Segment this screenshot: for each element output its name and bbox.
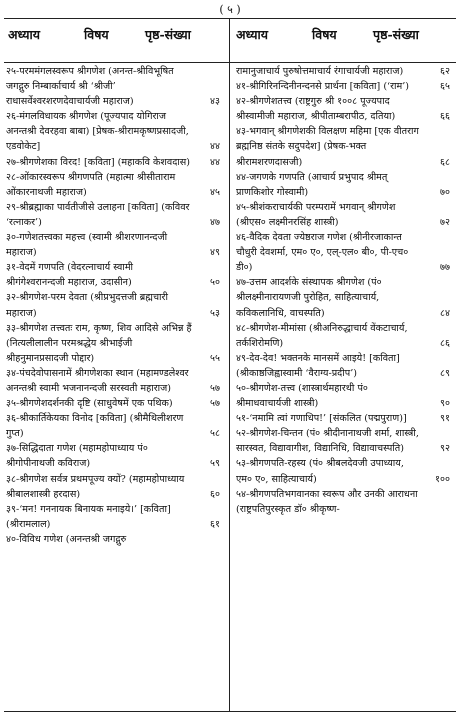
toc-entry (236, 426, 454, 456)
toc-entry (236, 124, 454, 169)
toc-entry (236, 230, 454, 275)
toc-entry-title: ४८-श्रीगणेश-मीमांसा (श्रीअनिरुद्धाचार्य वेंकटाचार्य, तर्कशिरोमणि) (236, 322, 408, 349)
toc-entry (236, 64, 454, 79)
toc-entry-title: ५४-श्रीगणपतिभगवानका स्वरूप और उनकी आराधना (राष्ट्रपतिपुरस्कृत डॉ० श्रीकृष्ण- (236, 488, 418, 515)
toc-entry-page: ५५ (210, 352, 220, 364)
toc-entry-title: २८-ओंकारस्वरूप श्रीगणपति (महात्मा श्रीसीताराम ओंकारनाथजी महाराज) (6, 171, 176, 198)
toc-entry-title: ३७-सिद्धिदाता गणेश (महामहोपाध्याय पं० श्रीगोपीनाथजी कविराज) (6, 443, 148, 470)
toc-entry-page: ९१ (440, 413, 450, 425)
toc-entry-page: ६२ (440, 66, 450, 77)
toc-entry-page: ७७ (440, 262, 450, 274)
left-header (0, 26, 229, 56)
toc-entry (236, 275, 454, 320)
toc-entry-page: ५७ (210, 398, 220, 410)
left-column (6, 64, 224, 547)
toc-entry-title: ३५-श्रीगणेशदर्शनकी दृष्टि (साधुवेषमें एक पथिक) (6, 398, 173, 410)
toc-entry (236, 200, 454, 230)
toc-entry (6, 396, 224, 411)
toc-entry-page: ८६ (440, 337, 450, 349)
toc-entry-title: ५०-श्रीगणेश-तत्त्व (शास्त्रार्थमहारथी पं० श्रीमाधवाचार्यजी शास्त्री) (236, 382, 368, 410)
bottom-rule (4, 711, 456, 712)
toc-entry (236, 381, 454, 411)
right-header-chapter: अध्याय (236, 27, 268, 42)
toc-entry (6, 200, 224, 230)
toc-entry-page: ४४ (210, 141, 220, 153)
toc-entry-page: ६० (210, 488, 220, 500)
toc-entry-title: ३९-‘मन! गननायक बिनायक मनाइये।’ [कविता] (श्रीरामलाल) (6, 503, 171, 530)
toc-entry (6, 366, 224, 396)
toc-entry-title: ३४-पंचदेवोपासनामें श्रीगणेशका स्थान (महामण्डलेश्वर अनन्तश्री स्वामी भजनानन्दजी सरस्वती महाराज) (6, 367, 189, 394)
toc-entry-page: ४७ (210, 216, 220, 228)
toc-entry-title: ४९-देव-देव! भक्तनके मानसमें आइये! [कविता] (श्रीकाष्ठजिह्वास्वामी ‘वैराग्य-प्रदीप’) (236, 352, 400, 379)
toc-entry (6, 321, 224, 366)
header-rule (4, 62, 456, 63)
toc-entry-page: ६५ (440, 81, 450, 93)
right-column (236, 64, 454, 517)
toc-entry (6, 170, 224, 200)
toc-entry (6, 411, 224, 441)
toc-entry-title: ४७-उत्तम आदर्शके संस्थापक श्रीगणेश (पं० श्रीलक्ष्मीनारायणजी पुरोहित, साहित्याचार्य, कविकलानिधि, वाचस्पति) (236, 277, 382, 319)
toc-entry-page: ९२ (440, 443, 450, 455)
toc-entry-page: ६६ (440, 111, 450, 123)
right-header (230, 26, 459, 56)
toc-entry-title: रामानुजाचार्य पुरुषोत्तमाचार्य रंगाचार्यजी महाराज) (236, 66, 404, 77)
toc-entry-title: ४६-वैदिक देवता ज्येष्ठराज गणेश (श्रीनीरजाकान्त चौधुरी देवशर्मा, एम० ए०, एल्-एल० बी०, पी-एच० डी०) (236, 232, 409, 274)
toc-entry (236, 487, 454, 517)
toc-entry-page: ५९ (210, 458, 220, 470)
toc-entry-page: ४५ (210, 186, 220, 198)
toc-entry-page: ४९ (210, 247, 220, 259)
toc-entry (236, 79, 454, 94)
toc-entry-title: २९-श्रीब्रह्माका पार्वतीजीसे उलाहना [कविता] (कविवर ‘रत्नाकर’) (6, 201, 190, 228)
top-rule (4, 18, 456, 19)
toc-entry-title: ३६-श्रीकार्तिकेयका विनोद [कविता] (श्रीमैथिलीशरण गुप्त) (6, 413, 184, 440)
toc-entry-title: ५१-‘नमामि त्वां गणाधिप!’ [संकलित (पद्मपुराण)] (236, 413, 407, 425)
left-header-subject: विषय (84, 27, 109, 42)
left-header-chapter: अध्याय (8, 27, 40, 42)
toc-entry-title: ४५-श्रीशंकराचार्यकी परम्परामें भगवान् श्रीगणेश (श्रीएस० लक्ष्मीनरसिंह शास्त्री) (236, 201, 396, 228)
toc-entry-page: ५३ (210, 307, 220, 319)
toc-entry-page: ७० (440, 186, 450, 198)
toc-entry (6, 472, 224, 502)
left-header-page: पृष्ठ-संख्या (145, 27, 191, 42)
toc-entry (6, 109, 224, 154)
toc-entry-title: ३८-श्रीगणेश सर्वत्र प्रथमपूज्य क्यों? (महामहोपाध्याय श्रीबालशास्त्री हरदास) (6, 473, 185, 500)
toc-entry-title: ३०-गणेशतत्त्वका महत्त्व (स्वामी श्रीशरणानन्दजी महाराज) (6, 232, 168, 259)
toc-entry (6, 502, 224, 532)
toc-entry-page: ८९ (440, 367, 450, 379)
toc-entry-page: ४४ (210, 156, 220, 168)
toc-entry-title: २६-मंगलविधायक श्रीगणेश (पूज्यपाद योगिराज अनन्तश्री देवरहवा बाबा) [प्रेषक-श्रीरामकृष्णप्रसादजी, एडवोकेट] (6, 111, 189, 153)
toc-entry-title: २५-परममंगलस्वरूप श्रीगणेश (अनन्त-श्रीविभूषित जगद्गुरु निम्बार्काचार्य श्री ‘श्रीजी’ राधासर्वेश्वरशरणदेवाचार्यजी महाराज) (6, 66, 174, 108)
right-header-page: पृष्ठ-संख्या (373, 27, 419, 42)
toc-entry (6, 290, 224, 320)
toc-entry-title: ३३-श्रीगणेश तत्त्वतः राम, कृष्ण, शिव आदिसे अभिन्न हैं (नित्यलीलालीन परमश्रद्धेय श्रीभाईजी श्रीहनुमानप्रसादजी पोद्दार) (6, 322, 192, 364)
toc-entry-page: १०० (435, 473, 450, 485)
toc-entry (6, 230, 224, 260)
toc-entry-title: ४३-भगवान् श्रीगणेशकी विलक्षण महिमा [एक वीतराग ब्रह्मनिष्ठ संतके सदुपदेश] (प्रेषक-भक्त श्रीरामशरणदासजी) (236, 126, 419, 168)
toc-entry-page: ९० (440, 398, 450, 410)
toc-entry (236, 170, 454, 200)
toc-entry-page: ५७ (210, 382, 220, 394)
toc-entry (6, 532, 224, 547)
toc-entry (6, 260, 224, 290)
toc-entry-title: ४४-जगणके गणपति (आचार्य प्रभुपाद श्रीमत् प्राणकिशोर गोस्वामी) (236, 171, 388, 198)
toc-entry (6, 155, 224, 170)
toc-entry (236, 411, 454, 426)
toc-entry (236, 94, 454, 124)
toc-entry-page: ४३ (210, 96, 220, 108)
toc-entry-title: ५२-श्रीगणेश-चिन्तन (पं० श्रीदीनानाथजी शर्मा, शास्त्री, सारस्वत, विद्यावागीश, विद्यानिधि, विद्यावाचस्पति) (236, 428, 419, 455)
column-divider (229, 18, 230, 711)
toc-entry (236, 456, 454, 486)
page-number: ( ५ ) (219, 3, 241, 16)
toc-entry (6, 441, 224, 471)
toc-entry-page: ८४ (440, 307, 450, 319)
toc-entry-title: ४०-विविध गणेश (अनन्तश्री जगद्गुरु (6, 533, 127, 545)
toc-entry-page: ५८ (210, 428, 220, 440)
right-header-subject: विषय (312, 27, 337, 42)
toc-entry-page: ६१ (210, 518, 220, 530)
toc-entry-title: २७-श्रीगणेशका विरद! [कविता] (महाकवि केशवदास) (6, 156, 191, 168)
toc-entry-title: ३२-श्रीगणेश-परम देवता (श्रीप्रभुदत्तजी ब्रह्मचारी महाराज) (6, 292, 168, 319)
toc-entry (6, 64, 224, 109)
toc-entry (236, 351, 454, 381)
toc-entry (236, 321, 454, 351)
toc-entry-page: ५० (210, 277, 220, 289)
toc-entry-title: ५३-श्रीगणपति-रहस्य (पं० श्रीबलदेवजी उपाध्याय, एम० ए०, साहित्याचार्य) (236, 458, 404, 485)
toc-entry-title: ४२-श्रीगणेशतत्त्व (राष्ट्रगुरु श्री १००८ पूज्यपाद श्रीस्वामीजी महाराज, श्रीपीताम्बरापीठ, दतिया) (236, 96, 396, 123)
toc-entry-page: ६८ (440, 156, 450, 168)
toc-entry-title: ४१-श्रीगिरिनन्दिनीनन्दनसे प्रार्थना [कविता] (‘राम’) (236, 81, 410, 93)
toc-entry-title: ३१-वेदमें गणपति (वेदरत्नाचार्य स्वामी श्रीगंगेश्वरानन्दजी महाराज, उदासीन) (6, 262, 134, 289)
toc-entry-page: ७२ (440, 216, 450, 228)
